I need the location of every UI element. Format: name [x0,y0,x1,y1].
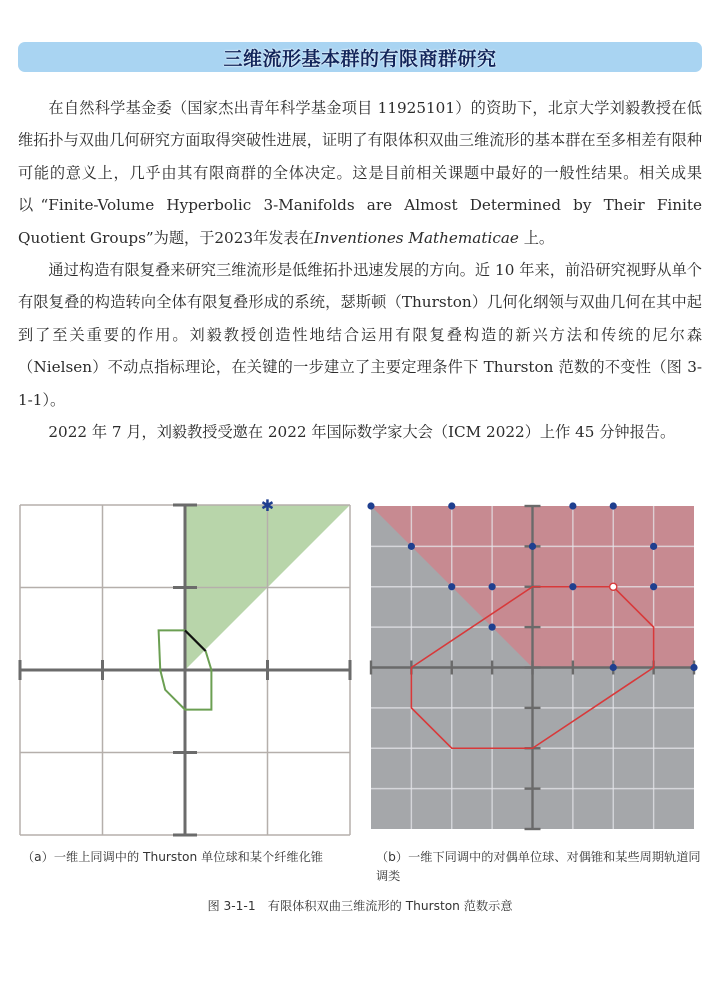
figure-caption: 图 3-1-1 有限体积双曲三维流形的 Thurston 范数示意 [207,899,513,913]
subcaption-a: （a）一维上同调中的 Thurston 单位球和某个纤维化锥 [22,850,323,864]
paragraph-text: 在自然科学基金委（国家杰出青年科学基金项目 11925101）的资助下，北京大学刘毅教授在低维拓扑与双曲几何研究方面取得突破性进展，证明了有限体积双曲三维流形的基本群在至多相差有限种可能的意义上，几乎由其有限商群的全体决定。这是目前相关课题中最好的一般性结果。相关成果以“Finite-Volume Hyperbolic 3-Manifolds are Almost Determined by Their Finite Quotient Groups”为题，于2023年发表在 [18,99,702,247]
periodic-orbit-class-point [650,583,657,590]
periodic-orbit-class-point [610,502,617,509]
periodic-orbit-class-point [610,664,617,671]
paragraph-2 [18,254,702,416]
star-marker: ✱ [260,498,275,515]
periodic-orbit-class-point [408,543,415,550]
figure-panel-a [14,498,362,844]
hollow-point [610,583,617,590]
periodic-orbit-class-point [529,543,536,550]
paragraph-text: 通过构造有限复叠来研究三维流形是低维拓扑迅速发展的方向。近 10 年来，前沿研究视野从单个有限复叠的构造转向全体有限复叠形成的系统，瑟斯顿（Thurston）几何化纲领与双曲几何在其中起到了至关重要的作用。刘毅教授创造性地结合运用有限复叠构造的新兴方法和传统的尼尔森（Nielsen）不动点指标理论，在关键的一步建立了主要定理条件下 Thurston 范数的不变性（图 3-1-1）。 [18,261,702,409]
paragraph-3 [18,416,702,448]
section-title-bar [18,42,702,72]
periodic-orbit-class-point [448,583,455,590]
periodic-orbit-class-point [650,543,657,550]
section-title: 三维流形基本群的有限商群研究 [223,47,497,70]
periodic-orbit-class-point [489,624,496,631]
figure-panel-b [364,498,720,844]
subcaption-b: （b）一维下同调中的对偶单位球、对偶锥和某些周期轨道同调类 [376,850,701,883]
periodic-orbit-class-point [690,664,697,671]
periodic-orbit-class-point [448,502,455,509]
paragraph-text: 上。 [518,228,555,247]
journal-name: Inventiones Mathematicae [313,228,519,247]
periodic-orbit-class-point [569,583,576,590]
periodic-orbit-class-point [367,502,374,509]
periodic-orbit-class-point [489,583,496,590]
body-text [18,92,702,448]
paragraph-text: 2022 年 7 月，刘毅教授受邀在 2022 年国际数学家大会（ICM 2022）上作 45 分钟报告。 [48,423,676,442]
paragraph-1 [18,92,702,254]
periodic-orbit-class-point [569,502,576,509]
